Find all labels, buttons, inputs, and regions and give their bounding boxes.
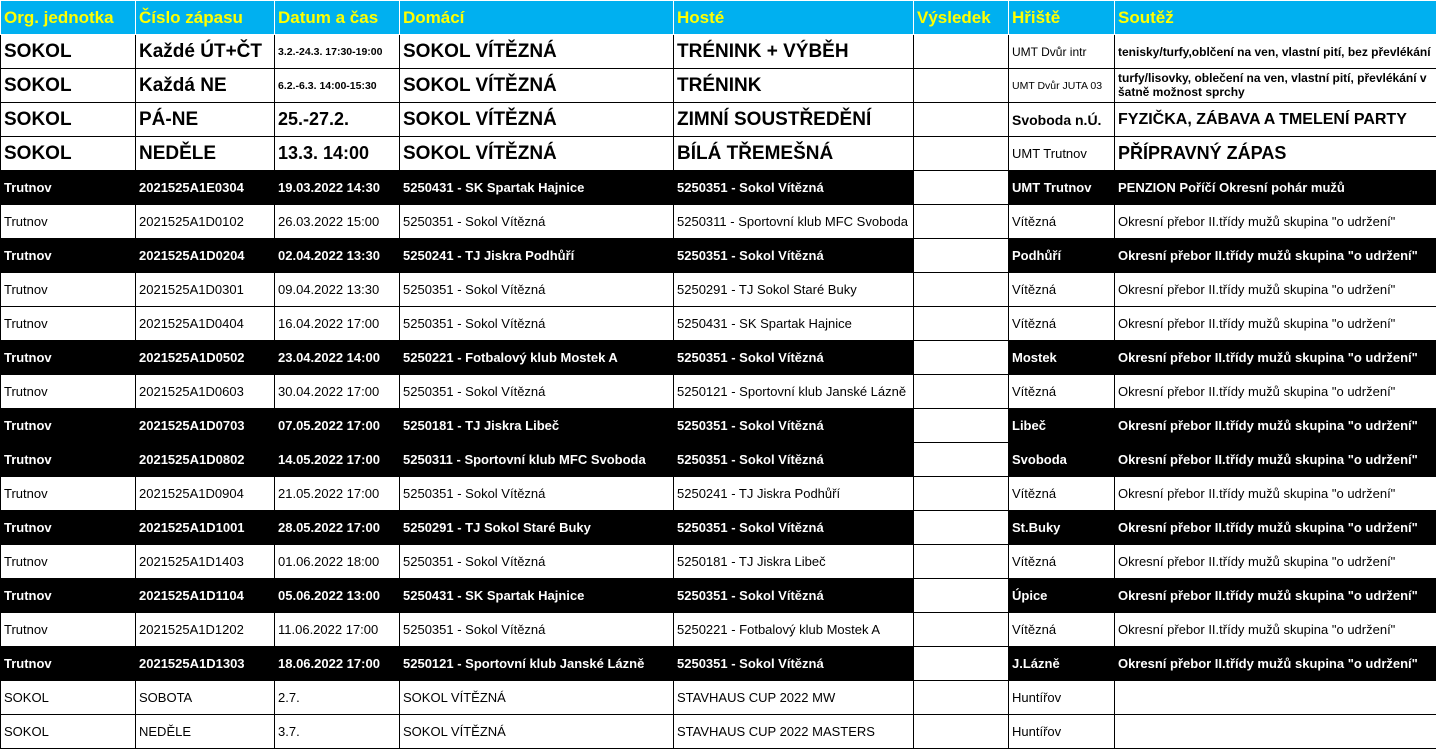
cell-date[interactable]: 23.04.2022 14:00 [275, 341, 400, 375]
cell-home[interactable]: 5250351 - Sokol Vítězná [400, 545, 674, 579]
cell-match-number[interactable]: 2021525A1D0102 [136, 205, 275, 239]
cell-result[interactable] [914, 681, 1009, 715]
match-row [1, 341, 1436, 375]
cell-venue[interactable]: Vítězná [1009, 477, 1115, 511]
cell-result[interactable] [914, 477, 1009, 511]
cell-away[interactable]: 5250351 - Sokol Vítězná [674, 443, 914, 477]
cell-home[interactable]: 5250291 - TJ Sokol Staré Buky [400, 511, 674, 545]
cell-result[interactable] [914, 341, 1009, 375]
header-org-unit[interactable]: Org. jednotka [1, 1, 136, 35]
cell-venue[interactable]: Svoboda n.Ú. [1009, 103, 1115, 137]
cell-date[interactable]: 26.03.2022 15:00 [275, 205, 400, 239]
cell-away[interactable]: 5250431 - SK Spartak Hajnice [674, 307, 914, 341]
cell-org[interactable]: Trutnov [1, 205, 136, 239]
match-row [1, 171, 1436, 205]
header-competition[interactable]: Soutěž [1115, 1, 1436, 35]
cell-away[interactable]: 5250351 - Sokol Vítězná [674, 409, 914, 443]
cell-date[interactable]: 13.3. 14:00 [275, 137, 400, 171]
cell-result[interactable] [914, 715, 1009, 749]
cell-match-number[interactable]: 2021525A1D0603 [136, 375, 275, 409]
header-away[interactable]: Hosté [674, 1, 914, 35]
cell-venue[interactable]: J.Lázně [1009, 647, 1115, 681]
cell-result[interactable] [914, 35, 1009, 69]
cell-result[interactable] [914, 137, 1009, 171]
cell-match-number[interactable]: 2021525A1D0404 [136, 307, 275, 341]
match-row [1, 545, 1436, 579]
cell-venue[interactable]: Vítězná [1009, 273, 1115, 307]
cell-date[interactable]: 01.06.2022 18:00 [275, 545, 400, 579]
cell-date[interactable]: 30.04.2022 17:00 [275, 375, 400, 409]
cell-venue[interactable]: UMT Trutnov [1009, 171, 1115, 205]
cell-competition[interactable]: Okresní přebor II.třídy mužů skupina "o udržení" [1115, 239, 1436, 273]
cell-result[interactable] [914, 545, 1009, 579]
match-row [1, 409, 1436, 443]
cell-venue[interactable]: Podhůří [1009, 239, 1115, 273]
cell-org[interactable]: Trutnov [1, 171, 136, 205]
cell-away[interactable]: 5250181 - TJ Jiskra Libeč [674, 545, 914, 579]
cell-org[interactable]: Trutnov [1, 341, 136, 375]
cell-match-number[interactable]: 2021525A1D0904 [136, 477, 275, 511]
cell-away[interactable]: 5250351 - Sokol Vítězná [674, 579, 914, 613]
cell-home[interactable]: 5250431 - SK Spartak Hajnice [400, 171, 674, 205]
header-date-time[interactable]: Datum a čas [275, 1, 400, 35]
cell-org[interactable]: Trutnov [1, 409, 136, 443]
cell-venue[interactable]: St.Buky [1009, 511, 1115, 545]
cell-competition[interactable] [1115, 715, 1436, 749]
cell-competition[interactable]: PENZION Poříčí Okresní pohár mužů [1115, 171, 1436, 205]
cell-date[interactable]: 25.-27.2. [275, 103, 400, 137]
header-venue[interactable]: Hřiště [1009, 1, 1115, 35]
cell-away[interactable]: BÍLÁ TŘEMEŠNÁ [674, 137, 914, 171]
cell-home[interactable]: 5250351 - Sokol Vítězná [400, 477, 674, 511]
cell-venue[interactable]: Huntířov [1009, 715, 1115, 749]
cell-date[interactable]: 11.06.2022 17:00 [275, 613, 400, 647]
cell-match-number[interactable]: NEDĚLE [136, 137, 275, 171]
cell-competition[interactable]: Okresní přebor II.třídy mužů skupina "o udržení" [1115, 409, 1436, 443]
cell-match-number[interactable]: SOBOTA [136, 681, 275, 715]
cell-competition[interactable]: PŘÍPRAVNÝ ZÁPAS [1115, 137, 1436, 171]
match-row [1, 205, 1436, 239]
cell-match-number[interactable]: 2021525A1E0304 [136, 171, 275, 205]
cell-date[interactable]: 21.05.2022 17:00 [275, 477, 400, 511]
cell-org[interactable]: SOKOL [1, 69, 136, 103]
cell-org[interactable]: Trutnov [1, 375, 136, 409]
cell-org[interactable]: Trutnov [1, 511, 136, 545]
cell-venue[interactable]: Úpice [1009, 579, 1115, 613]
cell-match-number[interactable]: NEDĚLE [136, 715, 275, 749]
header-row [1, 1, 1436, 35]
cell-org[interactable]: Trutnov [1, 239, 136, 273]
cell-result[interactable] [914, 613, 1009, 647]
match-row [1, 239, 1436, 273]
cell-date[interactable]: 2.7. [275, 681, 400, 715]
cell-competition[interactable]: Okresní přebor II.třídy mužů skupina "o udržení" [1115, 613, 1436, 647]
cell-away[interactable]: 5250121 - Sportovní klub Janské Lázně [674, 375, 914, 409]
cell-match-number[interactable]: Každá NE [136, 69, 275, 103]
cell-result[interactable] [914, 409, 1009, 443]
cell-match-number[interactable]: 2021525A1D1001 [136, 511, 275, 545]
cell-home[interactable]: 5250311 - Sportovní klub MFC Svoboda [400, 443, 674, 477]
cell-competition[interactable]: Okresní přebor II.třídy mužů skupina "o udržení" [1115, 205, 1436, 239]
cell-result[interactable] [914, 307, 1009, 341]
cell-date[interactable]: 05.06.2022 13:00 [275, 579, 400, 613]
cell-date[interactable]: 09.04.2022 13:30 [275, 273, 400, 307]
cell-home[interactable]: SOKOL VÍTĚZNÁ [400, 681, 674, 715]
match-row [1, 511, 1436, 545]
special-row [1, 69, 1436, 103]
special-row [1, 35, 1436, 69]
cell-org[interactable]: SOKOL [1, 715, 136, 749]
cell-competition[interactable]: tenisky/turfy,oblčení na ven, vlastní pití, bez převlékání [1115, 35, 1436, 69]
cell-home[interactable]: 5250431 - SK Spartak Hajnice [400, 579, 674, 613]
cell-venue[interactable]: Huntířov [1009, 681, 1115, 715]
cell-home[interactable]: 5250351 - Sokol Vítězná [400, 205, 674, 239]
cell-result[interactable] [914, 375, 1009, 409]
cell-competition[interactable]: Okresní přebor II.třídy mužů skupina "o udržení" [1115, 375, 1436, 409]
cell-away[interactable]: 5250291 - TJ Sokol Staré Buky [674, 273, 914, 307]
cell-venue[interactable]: Svoboda [1009, 443, 1115, 477]
cell-away[interactable]: TRÉNINK + VÝBĚH [674, 35, 914, 69]
cell-result[interactable] [914, 205, 1009, 239]
cell-result[interactable] [914, 171, 1009, 205]
cell-venue[interactable]: Vítězná [1009, 307, 1115, 341]
match-row [1, 477, 1436, 511]
cell-away[interactable]: 5250351 - Sokol Vítězná [674, 647, 914, 681]
cell-date[interactable]: 16.04.2022 17:00 [275, 307, 400, 341]
cell-away[interactable]: 5250221 - Fotbalový klub Mostek A [674, 613, 914, 647]
special-row [1, 137, 1436, 171]
match-row [1, 375, 1436, 409]
cell-competition[interactable]: Okresní přebor II.třídy mužů skupina "o udržení" [1115, 647, 1436, 681]
cell-competition[interactable]: Okresní přebor II.třídy mužů skupina "o udržení" [1115, 545, 1436, 579]
header-match-number[interactable]: Číslo zápasu [136, 1, 275, 35]
cell-org[interactable]: Trutnov [1, 307, 136, 341]
cell-org[interactable]: SOKOL [1, 35, 136, 69]
cell-match-number[interactable]: Každé ÚT+ČT [136, 35, 275, 69]
cell-competition[interactable]: Okresní přebor II.třídy mužů skupina "o udržení" [1115, 579, 1436, 613]
cell-match-number[interactable]: 2021525A1D1104 [136, 579, 275, 613]
cell-venue[interactable]: Vítězná [1009, 205, 1115, 239]
cell-away[interactable]: STAVHAUS CUP 2022 MASTERS [674, 715, 914, 749]
match-row [1, 613, 1436, 647]
cell-result[interactable] [914, 443, 1009, 477]
special-row [1, 103, 1436, 137]
cell-home[interactable]: 5250241 - TJ Jiskra Podhůří [400, 239, 674, 273]
cell-date[interactable]: 19.03.2022 14:30 [275, 171, 400, 205]
cell-org[interactable]: SOKOL [1, 103, 136, 137]
header-result[interactable]: Výsledek [914, 1, 1009, 35]
cell-match-number[interactable]: 2021525A1D0802 [136, 443, 275, 477]
cell-home[interactable]: 5250221 - Fotbalový klub Mostek A [400, 341, 674, 375]
cell-date[interactable]: 14.05.2022 17:00 [275, 443, 400, 477]
cell-home[interactable]: 5250351 - Sokol Vítězná [400, 273, 674, 307]
cell-home[interactable]: SOKOL VÍTĚZNÁ [400, 137, 674, 171]
match-row [1, 579, 1436, 613]
cell-match-number[interactable]: 2021525A1D0301 [136, 273, 275, 307]
cell-venue[interactable]: Vítězná [1009, 613, 1115, 647]
cell-venue[interactable]: Vítězná [1009, 375, 1115, 409]
match-row [1, 647, 1436, 681]
cell-date[interactable]: 3.7. [275, 715, 400, 749]
cell-away[interactable]: 5250351 - Sokol Vítězná [674, 239, 914, 273]
cell-home[interactable]: 5250351 - Sokol Vítězná [400, 613, 674, 647]
cell-date[interactable]: 07.05.2022 17:00 [275, 409, 400, 443]
cell-org[interactable]: Trutnov [1, 613, 136, 647]
cell-away[interactable]: 5250351 - Sokol Vítězná [674, 171, 914, 205]
match-row [1, 715, 1436, 749]
cell-home[interactable]: SOKOL VÍTĚZNÁ [400, 715, 674, 749]
cell-result[interactable] [914, 273, 1009, 307]
cell-result[interactable] [914, 103, 1009, 137]
cell-match-number[interactable]: 2021525A1D1303 [136, 647, 275, 681]
cell-competition[interactable]: Okresní přebor II.třídy mužů skupina "o udržení" [1115, 273, 1436, 307]
cell-home[interactable]: 5250121 - Sportovní klub Janské Lázně [400, 647, 674, 681]
cell-venue[interactable]: UMT Dvůr intr [1009, 35, 1115, 69]
cell-org[interactable]: Trutnov [1, 545, 136, 579]
cell-home[interactable]: 5250351 - Sokol Vítězná [400, 307, 674, 341]
cell-org[interactable]: SOKOL [1, 137, 136, 171]
match-row [1, 273, 1436, 307]
cell-venue[interactable]: Libeč [1009, 409, 1115, 443]
cell-org[interactable]: Trutnov [1, 273, 136, 307]
cell-home[interactable]: SOKOL VÍTĚZNÁ [400, 103, 674, 137]
cell-org[interactable]: Trutnov [1, 477, 136, 511]
cell-away[interactable]: 5250241 - TJ Jiskra Podhůří [674, 477, 914, 511]
cell-competition[interactable]: turfy/lisovky, oblečení na ven, vlastní pití, převlékání v šatně možnost sprchy [1115, 69, 1436, 103]
cell-match-number[interactable]: 2021525A1D1202 [136, 613, 275, 647]
cell-result[interactable] [914, 511, 1009, 545]
cell-competition[interactable]: Okresní přebor II.třídy mužů skupina "o udržení" [1115, 443, 1436, 477]
cell-date[interactable]: 28.05.2022 17:00 [275, 511, 400, 545]
match-row [1, 681, 1436, 715]
cell-org[interactable]: Trutnov [1, 443, 136, 477]
cell-home[interactable]: 5250181 - TJ Jiskra Libeč [400, 409, 674, 443]
cell-date[interactable]: 3.2.-24.3. 17:30-19:00 [275, 35, 400, 69]
match-row [1, 307, 1436, 341]
cell-home[interactable]: 5250351 - Sokol Vítězná [400, 375, 674, 409]
cell-result[interactable] [914, 69, 1009, 103]
cell-away[interactable]: 5250351 - Sokol Vítězná [674, 341, 914, 375]
cell-competition[interactable]: Okresní přebor II.třídy mužů skupina "o udržení" [1115, 341, 1436, 375]
cell-away[interactable]: TRÉNINK [674, 69, 914, 103]
cell-result[interactable] [914, 239, 1009, 273]
cell-home[interactable]: SOKOL VÍTĚZNÁ [400, 69, 674, 103]
cell-competition[interactable]: Okresní přebor II.třídy mužů skupina "o udržení" [1115, 477, 1436, 511]
cell-venue[interactable]: UMT Dvůr JUTA 03 [1009, 69, 1115, 103]
cell-match-number[interactable]: 2021525A1D0502 [136, 341, 275, 375]
cell-away[interactable]: 5250351 - Sokol Vítězná [674, 511, 914, 545]
cell-org[interactable]: Trutnov [1, 647, 136, 681]
cell-away[interactable]: ZIMNÍ SOUSTŘEDĚNÍ [674, 103, 914, 137]
cell-date[interactable]: 6.2.-6.3. 14:00-15:30 [275, 69, 400, 103]
cell-away[interactable]: STAVHAUS CUP 2022 MW [674, 681, 914, 715]
cell-competition[interactable] [1115, 681, 1436, 715]
cell-date[interactable]: 02.04.2022 13:30 [275, 239, 400, 273]
cell-result[interactable] [914, 579, 1009, 613]
cell-away[interactable]: 5250311 - Sportovní klub MFC Svoboda [674, 205, 914, 239]
cell-match-number[interactable]: 2021525A1D1403 [136, 545, 275, 579]
cell-home[interactable]: SOKOL VÍTĚZNÁ [400, 35, 674, 69]
cell-result[interactable] [914, 647, 1009, 681]
cell-date[interactable]: 18.06.2022 17:00 [275, 647, 400, 681]
cell-venue[interactable]: Mostek [1009, 341, 1115, 375]
cell-org[interactable]: SOKOL [1, 681, 136, 715]
cell-competition[interactable]: Okresní přebor II.třídy mužů skupina "o udržení" [1115, 307, 1436, 341]
cell-match-number[interactable]: PÁ-NE [136, 103, 275, 137]
cell-venue[interactable]: UMT Trutnov [1009, 137, 1115, 171]
cell-match-number[interactable]: 2021525A1D0703 [136, 409, 275, 443]
cell-org[interactable]: Trutnov [1, 579, 136, 613]
match-row [1, 443, 1436, 477]
header-home[interactable]: Domácí [400, 1, 674, 35]
cell-match-number[interactable]: 2021525A1D0204 [136, 239, 275, 273]
cell-venue[interactable]: Vítězná [1009, 545, 1115, 579]
cell-competition[interactable]: Okresní přebor II.třídy mužů skupina "o udržení" [1115, 511, 1436, 545]
cell-competition[interactable]: FYZIČKA, ZÁBAVA A TMELENÍ PARTY [1115, 103, 1436, 137]
